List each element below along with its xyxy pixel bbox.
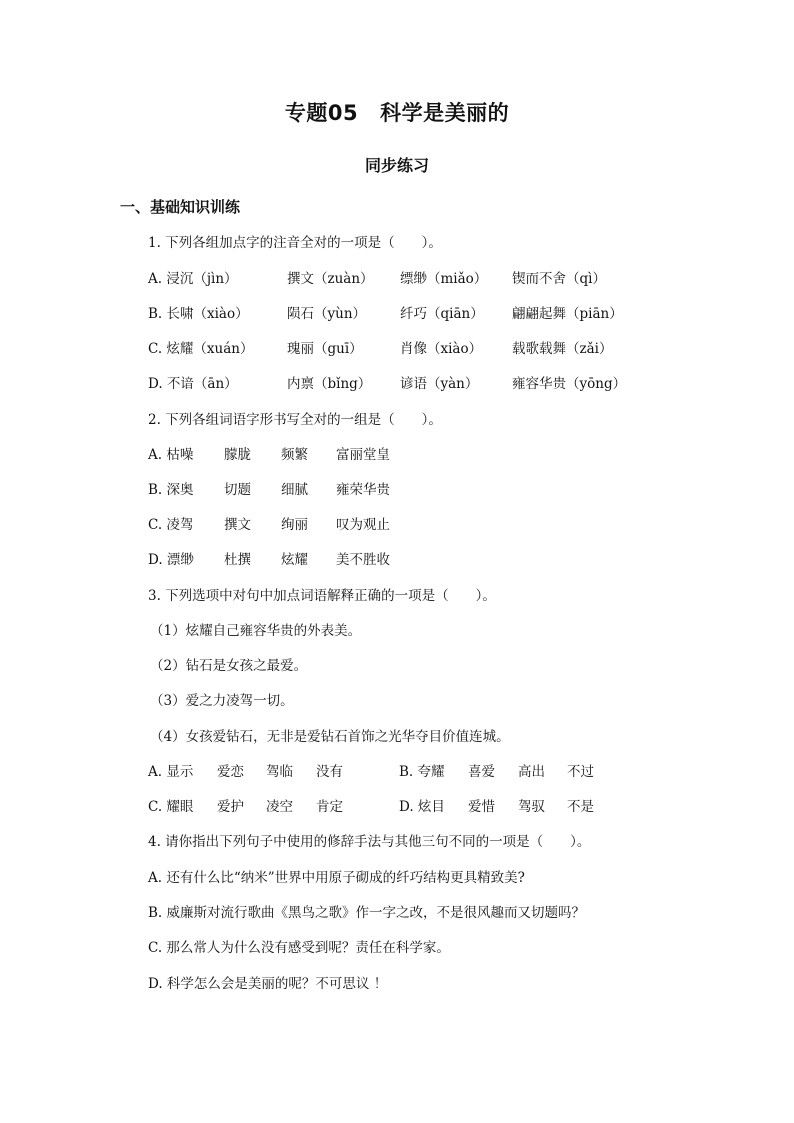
- q3-sentence-3: （3）爱之力凌驾一切。: [150, 693, 294, 709]
- q2-option-b-1: B. 深奥: [148, 482, 194, 498]
- q2-option-d-1: D. 漂缈: [148, 552, 194, 568]
- q3-option-b-1: B. 夸耀: [399, 764, 445, 780]
- q3-sentence-1: （1）炫耀自己雍容华贵的外表美。: [150, 623, 362, 639]
- q2-option-c-4: 叹为观止: [336, 517, 390, 533]
- page-title: [0, 97, 794, 127]
- q1-option-d-3: 谚语（yàn）: [400, 376, 479, 392]
- q2-option-a-4: 富丽堂皇: [336, 447, 390, 463]
- q3-option-a-1: A. 显示: [148, 764, 194, 780]
- q2-option-b-4: 雍荣华贵: [336, 482, 390, 498]
- question-3-stem: 3. 下列选项中对句中加点词语解释正确的一项是（ ）。: [148, 588, 496, 604]
- q2-option-a-3: 频繁: [281, 447, 308, 463]
- q3-option-b-3: 高出: [518, 764, 545, 780]
- q3-option-a-2: 爱恋: [217, 764, 244, 780]
- title-topic-number: 专题05: [284, 101, 359, 125]
- q1-option-a-2: 撰文（zuàn）: [287, 271, 374, 287]
- q2-option-c-1: C. 凌驾: [148, 517, 194, 533]
- q2-option-a-2: 朦胧: [224, 447, 251, 463]
- q2-option-d-4: 美不胜收: [336, 552, 390, 568]
- q1-option-d-1: D. 不谙（ān）: [148, 376, 238, 392]
- q3-option-a-3: 驾临: [266, 764, 293, 780]
- q1-option-b-3: 纤巧（qiān）: [400, 306, 484, 322]
- q3-option-d-1: D. 炫目: [399, 799, 445, 815]
- q3-option-c-2: 爱护: [217, 799, 244, 815]
- q4-option-a: A. 还有什么比“纳米”世界中用原子砌成的纤巧结构更具精致美?: [148, 870, 525, 886]
- q3-option-a-4: 没有: [316, 764, 343, 780]
- question-4-stem: 4. 请你指出下列句子中使用的修辞手法与其他三句不同的一项是（ ）。: [148, 834, 591, 850]
- q3-option-c-1: C. 耀眼: [148, 799, 194, 815]
- q4-option-c: C. 那么常人为什么没有感受到呢？责任在科学家。: [148, 940, 450, 956]
- q3-sentence-2: （2）钻石是女孩之最爱。: [150, 658, 308, 674]
- q4-option-b: B. 威廉斯对流行歌曲《黑鸟之歌》作一字之改，不是很风趣而又切题吗？: [148, 905, 586, 921]
- q1-option-a-1: A. 浸沉（jìn）: [148, 271, 238, 287]
- q1-option-b-2: 陨石（yùn）: [287, 306, 367, 322]
- q1-option-d-2: 内禀（bǐng）: [287, 376, 372, 392]
- q1-option-d-4: 雍容华贵（yōng）: [512, 376, 627, 392]
- q3-option-b-2: 喜爱: [468, 764, 495, 780]
- q2-option-b-3: 细腻: [281, 482, 308, 498]
- question-2-stem: 2. 下列各组词语字形书写全对的一组是（ ）。: [148, 412, 442, 428]
- q2-option-a-1: A. 枯噪: [148, 447, 194, 463]
- q3-option-c-4: 肯定: [316, 799, 343, 815]
- q1-option-c-2: 瑰丽（guī）: [287, 341, 363, 357]
- q3-option-d-3: 驾驭: [518, 799, 545, 815]
- title-topic-name: 科学是美丽的: [380, 101, 510, 125]
- page-subtitle: 同步练习: [364, 156, 429, 175]
- q3-sentence-4: （4）女孩爱钻石，无非是爱钻石首饰之光华夺目价值连城。: [150, 729, 510, 745]
- q1-option-a-4: 锲而不舍（qì）: [512, 271, 606, 287]
- q1-option-c-4: 载歌载舞（zǎi）: [512, 341, 613, 357]
- question-1-stem: 1. 下列各组加点字的注音全对的一项是（ ）。: [148, 235, 442, 251]
- q3-option-d-4: 不是: [567, 799, 594, 815]
- q1-option-a-3: 缥缈（miǎo）: [400, 271, 488, 287]
- q3-option-c-3: 凌空: [266, 799, 293, 815]
- q1-option-b-4: 翩翩起舞（piān）: [512, 306, 623, 322]
- q1-option-c-3: 肖像（xiào）: [400, 341, 483, 357]
- q3-option-d-2: 爱惜: [468, 799, 495, 815]
- q2-option-d-2: 杜撰: [224, 552, 251, 568]
- q2-option-d-3: 炫耀: [281, 552, 308, 568]
- section-heading: 一、基础知识训练: [120, 198, 241, 216]
- q3-option-b-4: 不过: [567, 764, 594, 780]
- q4-option-d: D. 科学怎么会是美丽的呢？不可思议 ！: [148, 976, 388, 992]
- q2-option-c-3: 绚丽: [281, 517, 308, 533]
- q1-option-c-1: C. 炫耀（xuán）: [148, 341, 254, 357]
- q2-option-c-2: 撰文: [224, 517, 251, 533]
- q2-option-b-2: 切题: [224, 482, 251, 498]
- q1-option-b-1: B. 长啸（xiào）: [148, 306, 249, 322]
